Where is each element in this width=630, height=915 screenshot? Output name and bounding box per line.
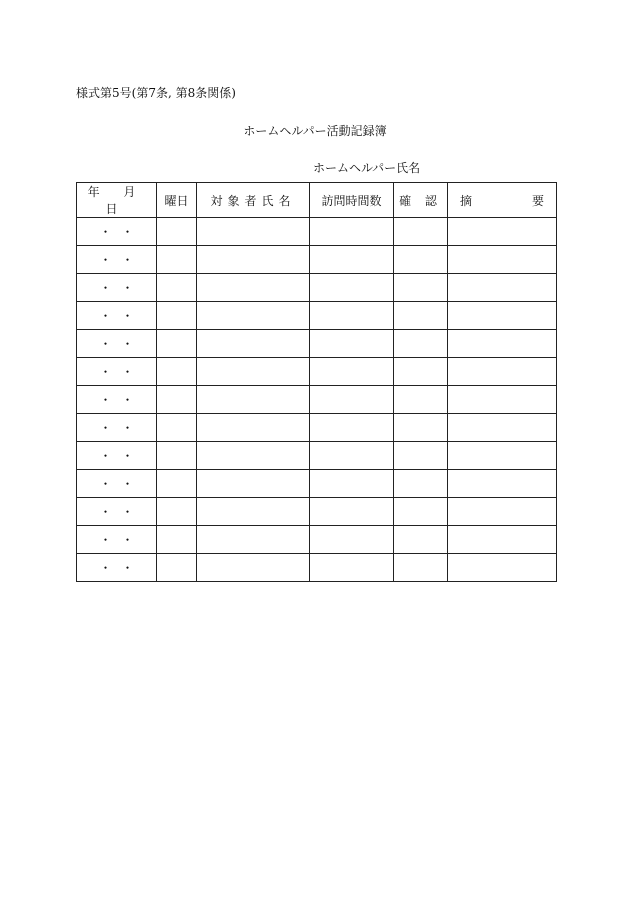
cell-date: ・ ・ bbox=[77, 442, 157, 470]
cell-summary[interactable] bbox=[448, 554, 557, 582]
cell-date: ・ ・ bbox=[77, 498, 157, 526]
cell-summary[interactable] bbox=[448, 218, 557, 246]
cell-weekday[interactable] bbox=[157, 414, 197, 442]
column-header-summary-right: 要 bbox=[531, 193, 544, 208]
cell-weekday[interactable] bbox=[157, 386, 197, 414]
cell-date: ・ ・ bbox=[77, 554, 157, 582]
cell-summary[interactable] bbox=[448, 246, 557, 274]
cell-client-name[interactable] bbox=[197, 526, 310, 554]
cell-confirm[interactable] bbox=[394, 554, 448, 582]
cell-confirm[interactable] bbox=[394, 246, 448, 274]
cell-client-name[interactable] bbox=[197, 386, 310, 414]
cell-visit-hours[interactable] bbox=[310, 386, 394, 414]
cell-summary[interactable] bbox=[448, 526, 557, 554]
cell-date: ・ ・ bbox=[77, 218, 157, 246]
cell-client-name[interactable] bbox=[197, 246, 310, 274]
cell-confirm[interactable] bbox=[394, 358, 448, 386]
cell-date: ・ ・ bbox=[77, 246, 157, 274]
cell-summary[interactable] bbox=[448, 274, 557, 302]
cell-date: ・ ・ bbox=[77, 386, 157, 414]
table-row bbox=[77, 386, 557, 414]
cell-weekday[interactable] bbox=[157, 358, 197, 386]
cell-visit-hours[interactable] bbox=[310, 442, 394, 470]
cell-client-name[interactable] bbox=[197, 330, 310, 358]
cell-date: ・ ・ bbox=[77, 358, 157, 386]
cell-visit-hours[interactable] bbox=[310, 274, 394, 302]
document-title: ホームヘルパー活動記録簿 bbox=[243, 124, 387, 138]
cell-client-name[interactable] bbox=[197, 442, 310, 470]
cell-weekday[interactable] bbox=[157, 302, 197, 330]
cell-confirm[interactable] bbox=[394, 386, 448, 414]
cell-confirm[interactable] bbox=[394, 526, 448, 554]
table-header-row bbox=[77, 183, 557, 218]
cell-weekday[interactable] bbox=[157, 274, 197, 302]
table-row bbox=[77, 498, 557, 526]
cell-date: ・ ・ bbox=[77, 414, 157, 442]
cell-date: ・ ・ bbox=[77, 302, 157, 330]
table-row bbox=[77, 302, 557, 330]
cell-confirm[interactable] bbox=[394, 218, 448, 246]
cell-confirm[interactable] bbox=[394, 274, 448, 302]
cell-date: ・ ・ bbox=[77, 470, 157, 498]
cell-visit-hours[interactable] bbox=[310, 218, 394, 246]
table-row bbox=[77, 246, 557, 274]
cell-client-name[interactable] bbox=[197, 414, 310, 442]
cell-summary[interactable] bbox=[448, 386, 557, 414]
cell-confirm[interactable] bbox=[394, 470, 448, 498]
cell-weekday[interactable] bbox=[157, 526, 197, 554]
cell-visit-hours[interactable] bbox=[310, 330, 394, 358]
cell-date: ・ ・ bbox=[77, 526, 157, 554]
cell-summary[interactable] bbox=[448, 470, 557, 498]
column-header-confirm: 確 認 bbox=[394, 183, 448, 218]
column-header-visit-hours: 訪問時間数 bbox=[310, 183, 394, 218]
activity-record-table bbox=[76, 182, 557, 582]
table-row bbox=[77, 414, 557, 442]
cell-summary[interactable] bbox=[448, 330, 557, 358]
cell-client-name[interactable] bbox=[197, 302, 310, 330]
cell-weekday[interactable] bbox=[157, 554, 197, 582]
cell-summary[interactable] bbox=[448, 302, 557, 330]
cell-weekday[interactable] bbox=[157, 498, 197, 526]
cell-visit-hours[interactable] bbox=[310, 358, 394, 386]
cell-confirm[interactable] bbox=[394, 414, 448, 442]
cell-visit-hours[interactable] bbox=[310, 302, 394, 330]
cell-visit-hours[interactable] bbox=[310, 526, 394, 554]
table-row bbox=[77, 274, 557, 302]
cell-weekday[interactable] bbox=[157, 218, 197, 246]
table-row bbox=[77, 470, 557, 498]
cell-confirm[interactable] bbox=[394, 302, 448, 330]
cell-client-name[interactable] bbox=[197, 274, 310, 302]
form-number: 様式第5号(第7条, 第8条関係) bbox=[76, 86, 236, 100]
cell-visit-hours[interactable] bbox=[310, 470, 394, 498]
cell-summary[interactable] bbox=[448, 498, 557, 526]
cell-client-name[interactable] bbox=[197, 554, 310, 582]
cell-visit-hours[interactable] bbox=[310, 554, 394, 582]
cell-client-name[interactable] bbox=[197, 358, 310, 386]
cell-confirm[interactable] bbox=[394, 442, 448, 470]
column-header-date: 年 月 日 bbox=[77, 183, 157, 218]
cell-visit-hours[interactable] bbox=[310, 498, 394, 526]
cell-summary[interactable] bbox=[448, 358, 557, 386]
cell-weekday[interactable] bbox=[157, 246, 197, 274]
cell-summary[interactable] bbox=[448, 442, 557, 470]
table-row bbox=[77, 526, 557, 554]
cell-weekday[interactable] bbox=[157, 330, 197, 358]
table-row bbox=[77, 330, 557, 358]
cell-client-name[interactable] bbox=[197, 498, 310, 526]
cell-client-name[interactable] bbox=[197, 470, 310, 498]
cell-visit-hours[interactable] bbox=[310, 414, 394, 442]
cell-client-name[interactable] bbox=[197, 218, 310, 246]
cell-confirm[interactable] bbox=[394, 330, 448, 358]
table-row bbox=[77, 218, 557, 246]
column-header-summary bbox=[448, 183, 557, 218]
cell-summary[interactable] bbox=[448, 414, 557, 442]
column-header-summary-left: 摘 bbox=[460, 193, 473, 208]
cell-visit-hours[interactable] bbox=[310, 246, 394, 274]
helper-name-label: ホームヘルパー氏名 bbox=[313, 161, 421, 175]
column-header-client-name: 対象者氏名 bbox=[197, 183, 310, 218]
table-row bbox=[77, 442, 557, 470]
column-header-weekday: 曜日 bbox=[157, 183, 197, 218]
cell-date: ・ ・ bbox=[77, 274, 157, 302]
cell-weekday[interactable] bbox=[157, 442, 197, 470]
table-body bbox=[77, 218, 557, 582]
cell-weekday[interactable] bbox=[157, 470, 197, 498]
cell-date: ・ ・ bbox=[77, 330, 157, 358]
table-row bbox=[77, 554, 557, 582]
cell-confirm[interactable] bbox=[394, 498, 448, 526]
table-row bbox=[77, 358, 557, 386]
